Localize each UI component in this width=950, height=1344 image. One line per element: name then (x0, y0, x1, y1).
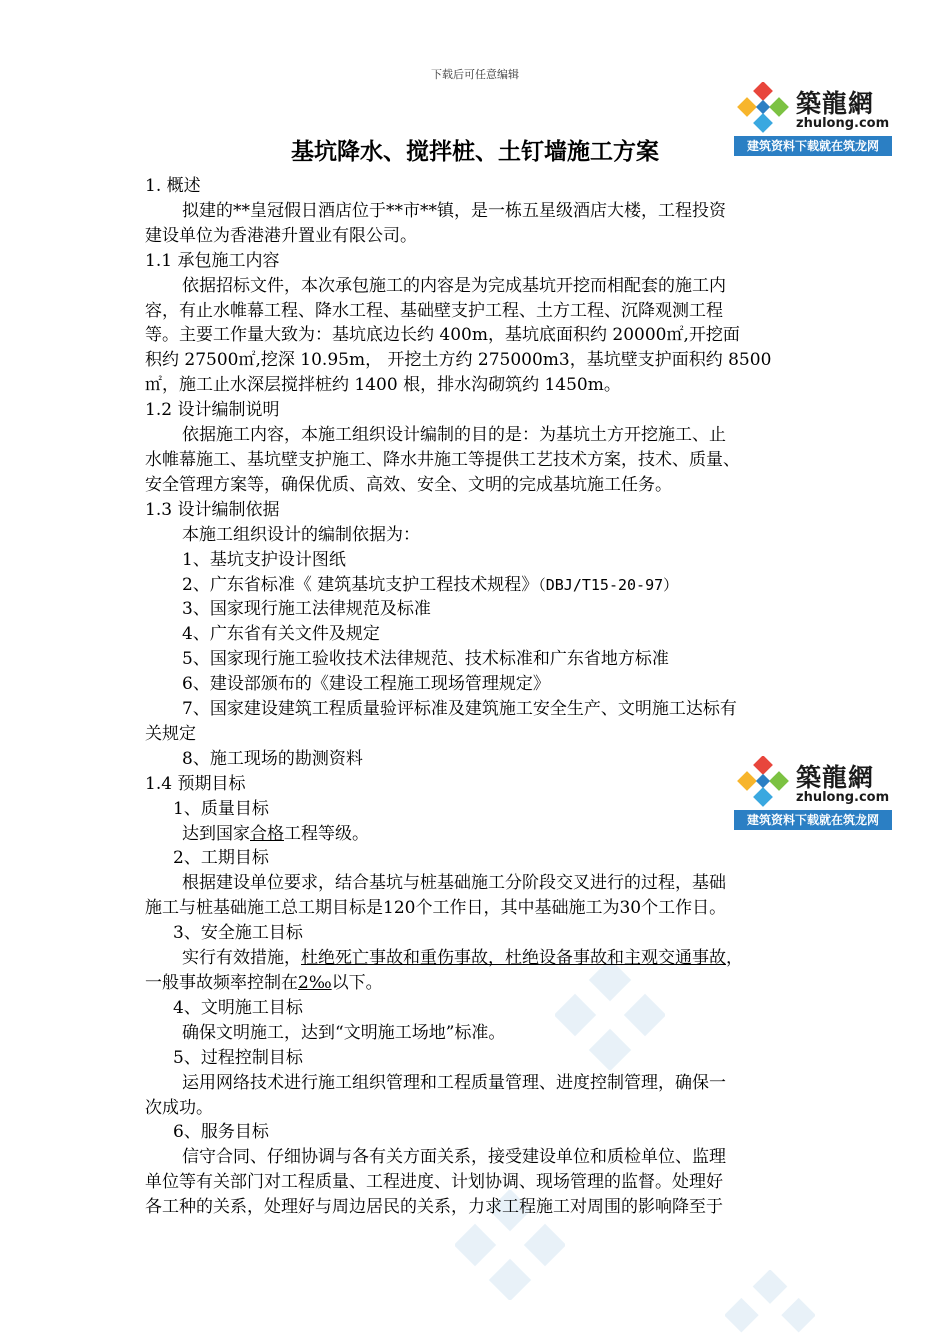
paragraph-line: 各工种的关系，处理好与周边居民的关系，力求工程施工对周围的影响降至于 (145, 1197, 723, 1218)
text-span: 以下。 (331, 973, 383, 993)
text-span: ， (726, 948, 743, 969)
paragraph-line (145, 946, 813, 971)
text-span: 一般事故频率控制在 (145, 973, 298, 993)
paragraph-line: 根据建设单位要求，结合基坑与桩基础施工分阶段交叉进行的过程，基础 (182, 873, 726, 894)
standard-code: （DBJ/T15-20-97） (538, 575, 679, 594)
paragraph-line: 积约 27500㎡,挖深 10.95m， 开挖土方约 275000m3，基坑壁支护面积约 8500 (145, 350, 772, 371)
paragraph-line (145, 822, 813, 847)
goal-heading: 5、过程控制目标 (173, 1047, 303, 1068)
paragraph-line: 等。主要工作量大致为：基坑底边长约 400m，基坑底面积约 20000㎡,开挖面 (145, 325, 740, 346)
goal-heading: 4、文明施工目标 (173, 997, 303, 1018)
list-item-continuation: 关规定 (145, 723, 196, 744)
text-span: 实行有效措施， (182, 948, 301, 969)
logo-slogan: 建筑资料下载就在筑龙网 (734, 136, 892, 156)
list-item: 7、国家建设建筑工程质量验评标准及建筑施工安全生产、文明施工达标有 (182, 699, 737, 720)
underlined-text: 杜绝死亡事故和重伤事故，杜绝设备事故和主观交通事故 (301, 948, 726, 969)
paragraph-line: 本施工组织设计的编制依据为： (182, 524, 420, 545)
text-span: 达到国家 (182, 823, 250, 844)
document-title: 基坑降水、搅拌桩、土钉墙施工方案 (291, 139, 659, 165)
paragraph-line: 次成功。 (145, 1097, 213, 1118)
paragraph-line: 水帷幕施工、基坑壁支护施工、降水井施工等提供工艺技术方案，技术、质量、 (145, 449, 740, 470)
list-item: 5、国家现行施工验收技术法律规范、技术标准和广东省地方标准 (182, 649, 669, 670)
watermark-logo-icon (725, 1270, 815, 1344)
logo-name-cn: 築龍網 (796, 89, 875, 118)
goal-heading: 3、安全施工目标 (173, 923, 303, 944)
paragraph-line: 单位等有关部门对工程质量、工程进度、计划协调、现场管理的监督。处理好 (145, 1172, 723, 1193)
text-span: 工程等级。 (284, 823, 369, 844)
list-item: 6、建设部颁布的《建设工程施工现场管理规定》 (182, 674, 550, 695)
underlined-text: 合格 (250, 823, 284, 844)
paragraph-line: 安全管理方案等，确保优质、高效、安全、文明的完成基坑施工任务。 (145, 474, 672, 495)
paragraph-line: 建设单位为香港港升置业有限公司。 (145, 225, 417, 246)
logo-slogan: 建筑资料下载就在筑龙网 (734, 810, 892, 830)
underlined-text: 2‰ (298, 973, 332, 993)
goal-heading: 2、工期目标 (173, 848, 269, 869)
list-item (145, 573, 813, 598)
zhulong-logo-icon (736, 82, 792, 134)
section-heading: 1.4 预期目标 (145, 773, 246, 794)
paragraph-line (145, 971, 813, 996)
section-heading: 1.3 设计编制依据 (145, 499, 280, 520)
section-heading: 1. 概述 (145, 176, 201, 196)
paragraph-line: 容，有止水帷幕工程、降水工程、基础壁支护工程、土方工程、沉降观测工程 (145, 300, 723, 321)
logo-name-en: zhulong.com (796, 790, 890, 805)
section-heading: 1.2 设计编制说明 (145, 400, 280, 421)
paragraph-line: 确保文明施工，达到“文明施工场地”标准。 (182, 1022, 506, 1043)
list-item: 3、国家现行施工法律规范及标准 (182, 599, 431, 620)
header-note: 下载后可任意编辑 (431, 68, 519, 81)
logo-name-cn: 築龍網 (796, 763, 875, 792)
paragraph-line: ㎡，施工止水深层搅拌桩约 1400 根，排水沟砌筑约 1450m。 (145, 375, 621, 396)
document-body (145, 174, 813, 1220)
section-heading: 1.1 承包施工内容 (145, 250, 280, 271)
logo-name-en: zhulong.com (796, 116, 890, 131)
goal-heading: 1、质量目标 (173, 798, 269, 819)
list-item-text: 2、广东省标准《 建筑基坑支护工程技术规程》 (182, 574, 539, 595)
paragraph-line: 运用网络技术进行施工组织管理和工程质量管理、进度控制管理，确保一 (182, 1072, 726, 1093)
list-item: 4、广东省有关文件及规定 (182, 624, 380, 645)
goal-heading: 6、服务目标 (173, 1122, 269, 1143)
paragraph-line: 信守合同、仔细协调与各有关方面关系，接受建设单位和质检单位、监理 (182, 1147, 726, 1168)
paragraph-line: 依据施工内容，本施工组织设计编制的目的是：为基坑土方开挖施工、止 (182, 425, 726, 446)
list-item: 1、基坑支护设计图纸 (182, 549, 346, 570)
paragraph-line: 拟建的**皇冠假日酒店位于**市**镇，是一栋五星级酒店大楼，工程投资 (182, 200, 726, 221)
paragraph-line: 施工与桩基础施工总工期目标是120个工作日，其中基础施工为30个工作日。 (145, 898, 727, 919)
list-item: 8、施工现场的勘测资料 (182, 748, 363, 769)
paragraph-line: 依据招标文件，本次承包施工的内容是为完成基坑开挖而相配套的施工内 (182, 275, 726, 296)
